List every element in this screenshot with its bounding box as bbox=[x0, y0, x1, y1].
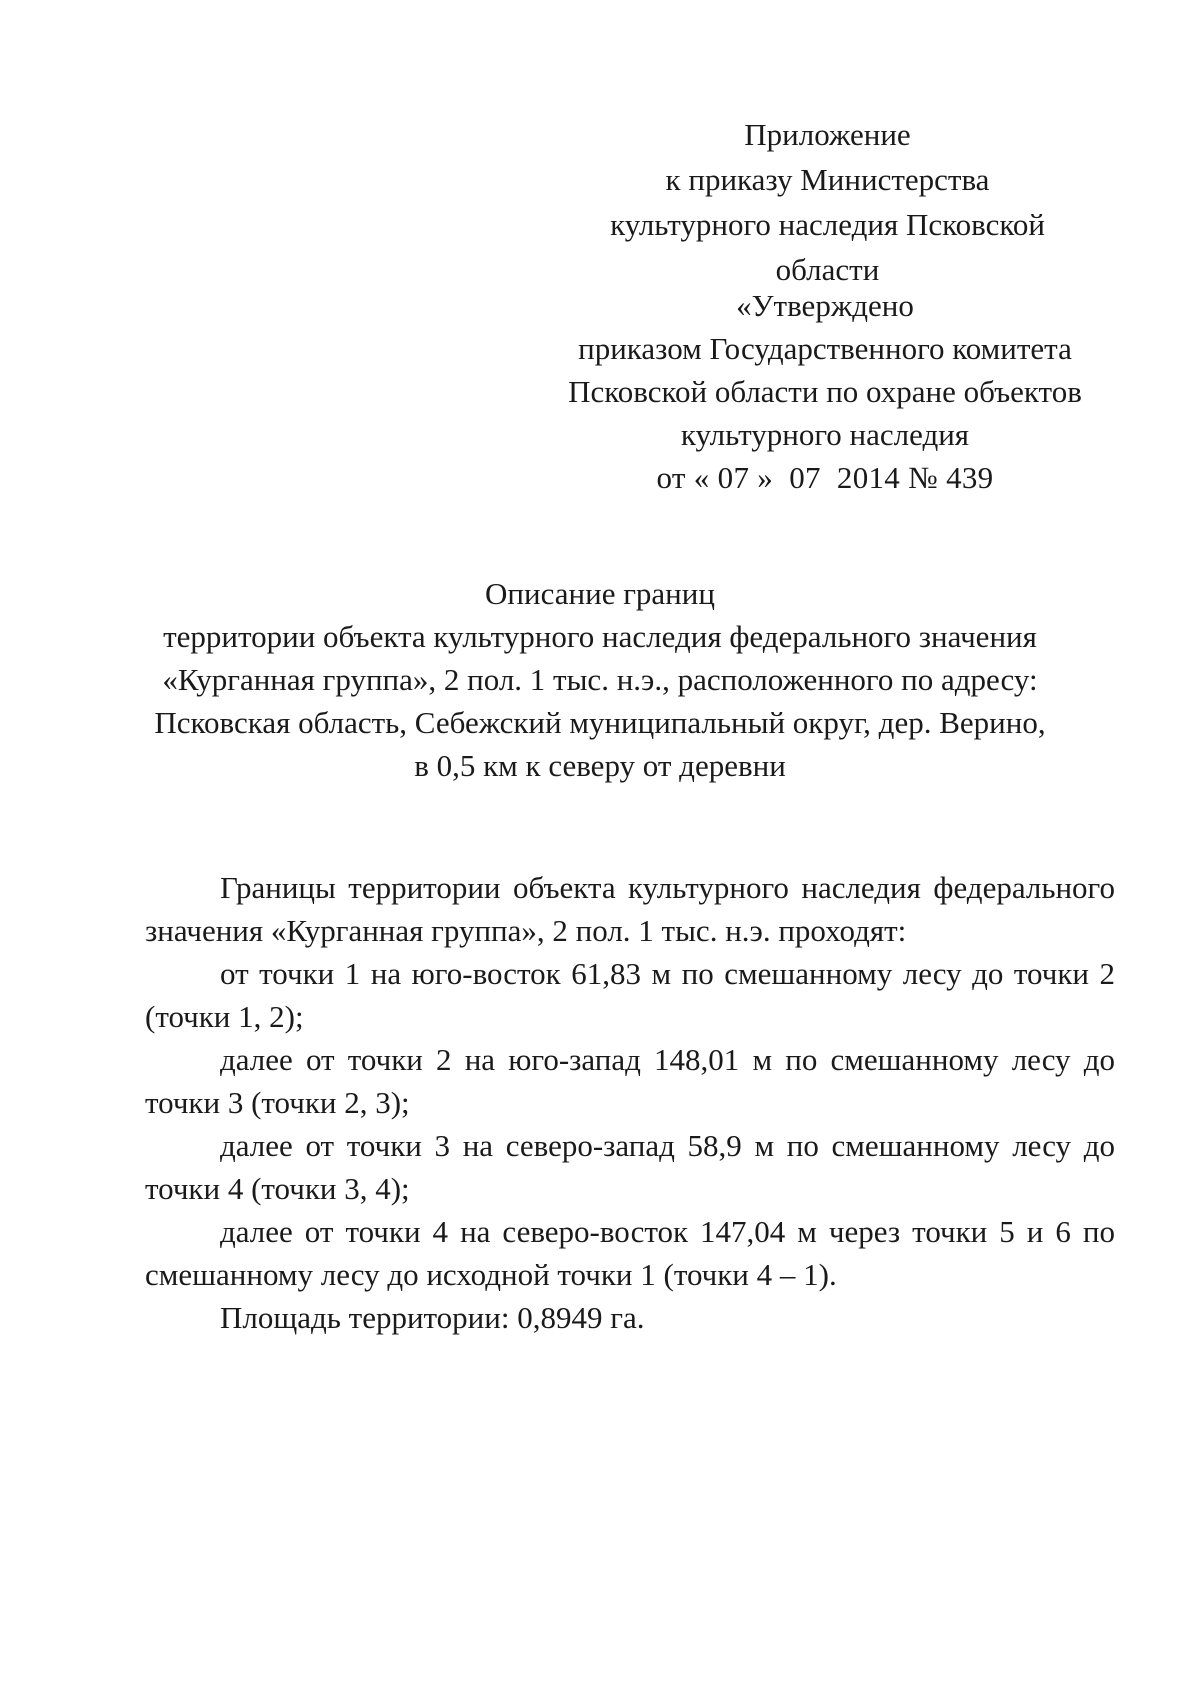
title-line-5: в 0,5 км к северу от деревни bbox=[414, 748, 786, 783]
approval-committee: Псковской области по охране объектов bbox=[568, 374, 1082, 409]
title-line-3: «Курганная группа», 2 пол. 1 тыс. н.э., расположенного по адресу: bbox=[162, 662, 1038, 697]
area-paragraph: Площадь территории: 0,8949 га. bbox=[220, 1300, 645, 1335]
appendix-ministry: культурного наследия Псковской области bbox=[610, 207, 1045, 287]
segment-paragraph-3: далее от точки 3 на северо-запад 58,9 м по смешанному лесу до точки 4 (точки 3, 4); bbox=[145, 1128, 1115, 1206]
appendix-header bbox=[565, 112, 1090, 292]
title-line-2: территории объекта культурного наследия федерального значения bbox=[163, 619, 1037, 654]
approval-order: приказом Государственного комитета bbox=[578, 331, 1072, 366]
approval-heritage: культурного наследия bbox=[680, 417, 970, 452]
segment-paragraph-1: от точки 1 на юго-восток 61,83 м по смешанному лесу до точки 2 (точки 1, 2); bbox=[145, 956, 1115, 1034]
segment-paragraph-2: далее от точки 2 на юго-запад 148,01 м по смешанному лесу до точки 3 (точки 2, 3); bbox=[145, 1042, 1115, 1120]
appendix-title: Приложение bbox=[744, 117, 911, 152]
approval-block bbox=[560, 284, 1090, 499]
appendix-order-ref: к приказу Министерства bbox=[665, 162, 990, 197]
document-title bbox=[140, 572, 1060, 787]
boundary-description bbox=[145, 866, 1115, 1339]
intro-paragraph: Границы территории объекта культурного наследия федерального значения «Курганная группа», 2 пол. 1 тыс. н.э. проходят: bbox=[145, 870, 1115, 948]
title-line-4: Псковская область, Себежский муниципальный округ, дер. Верино, bbox=[154, 705, 1046, 740]
approval-heading: «Утверждено bbox=[736, 288, 914, 323]
segment-paragraph-4: далее от точки 4 на северо-восток 147,04 м через точки 5 и 6 по смешанному лесу до исходной точки 1 (точки 4 – 1). bbox=[145, 1214, 1115, 1292]
approval-date-number: от « 07 » 07 2014 № 439 bbox=[656, 460, 994, 495]
title-line-1: Описание границ bbox=[485, 576, 715, 611]
